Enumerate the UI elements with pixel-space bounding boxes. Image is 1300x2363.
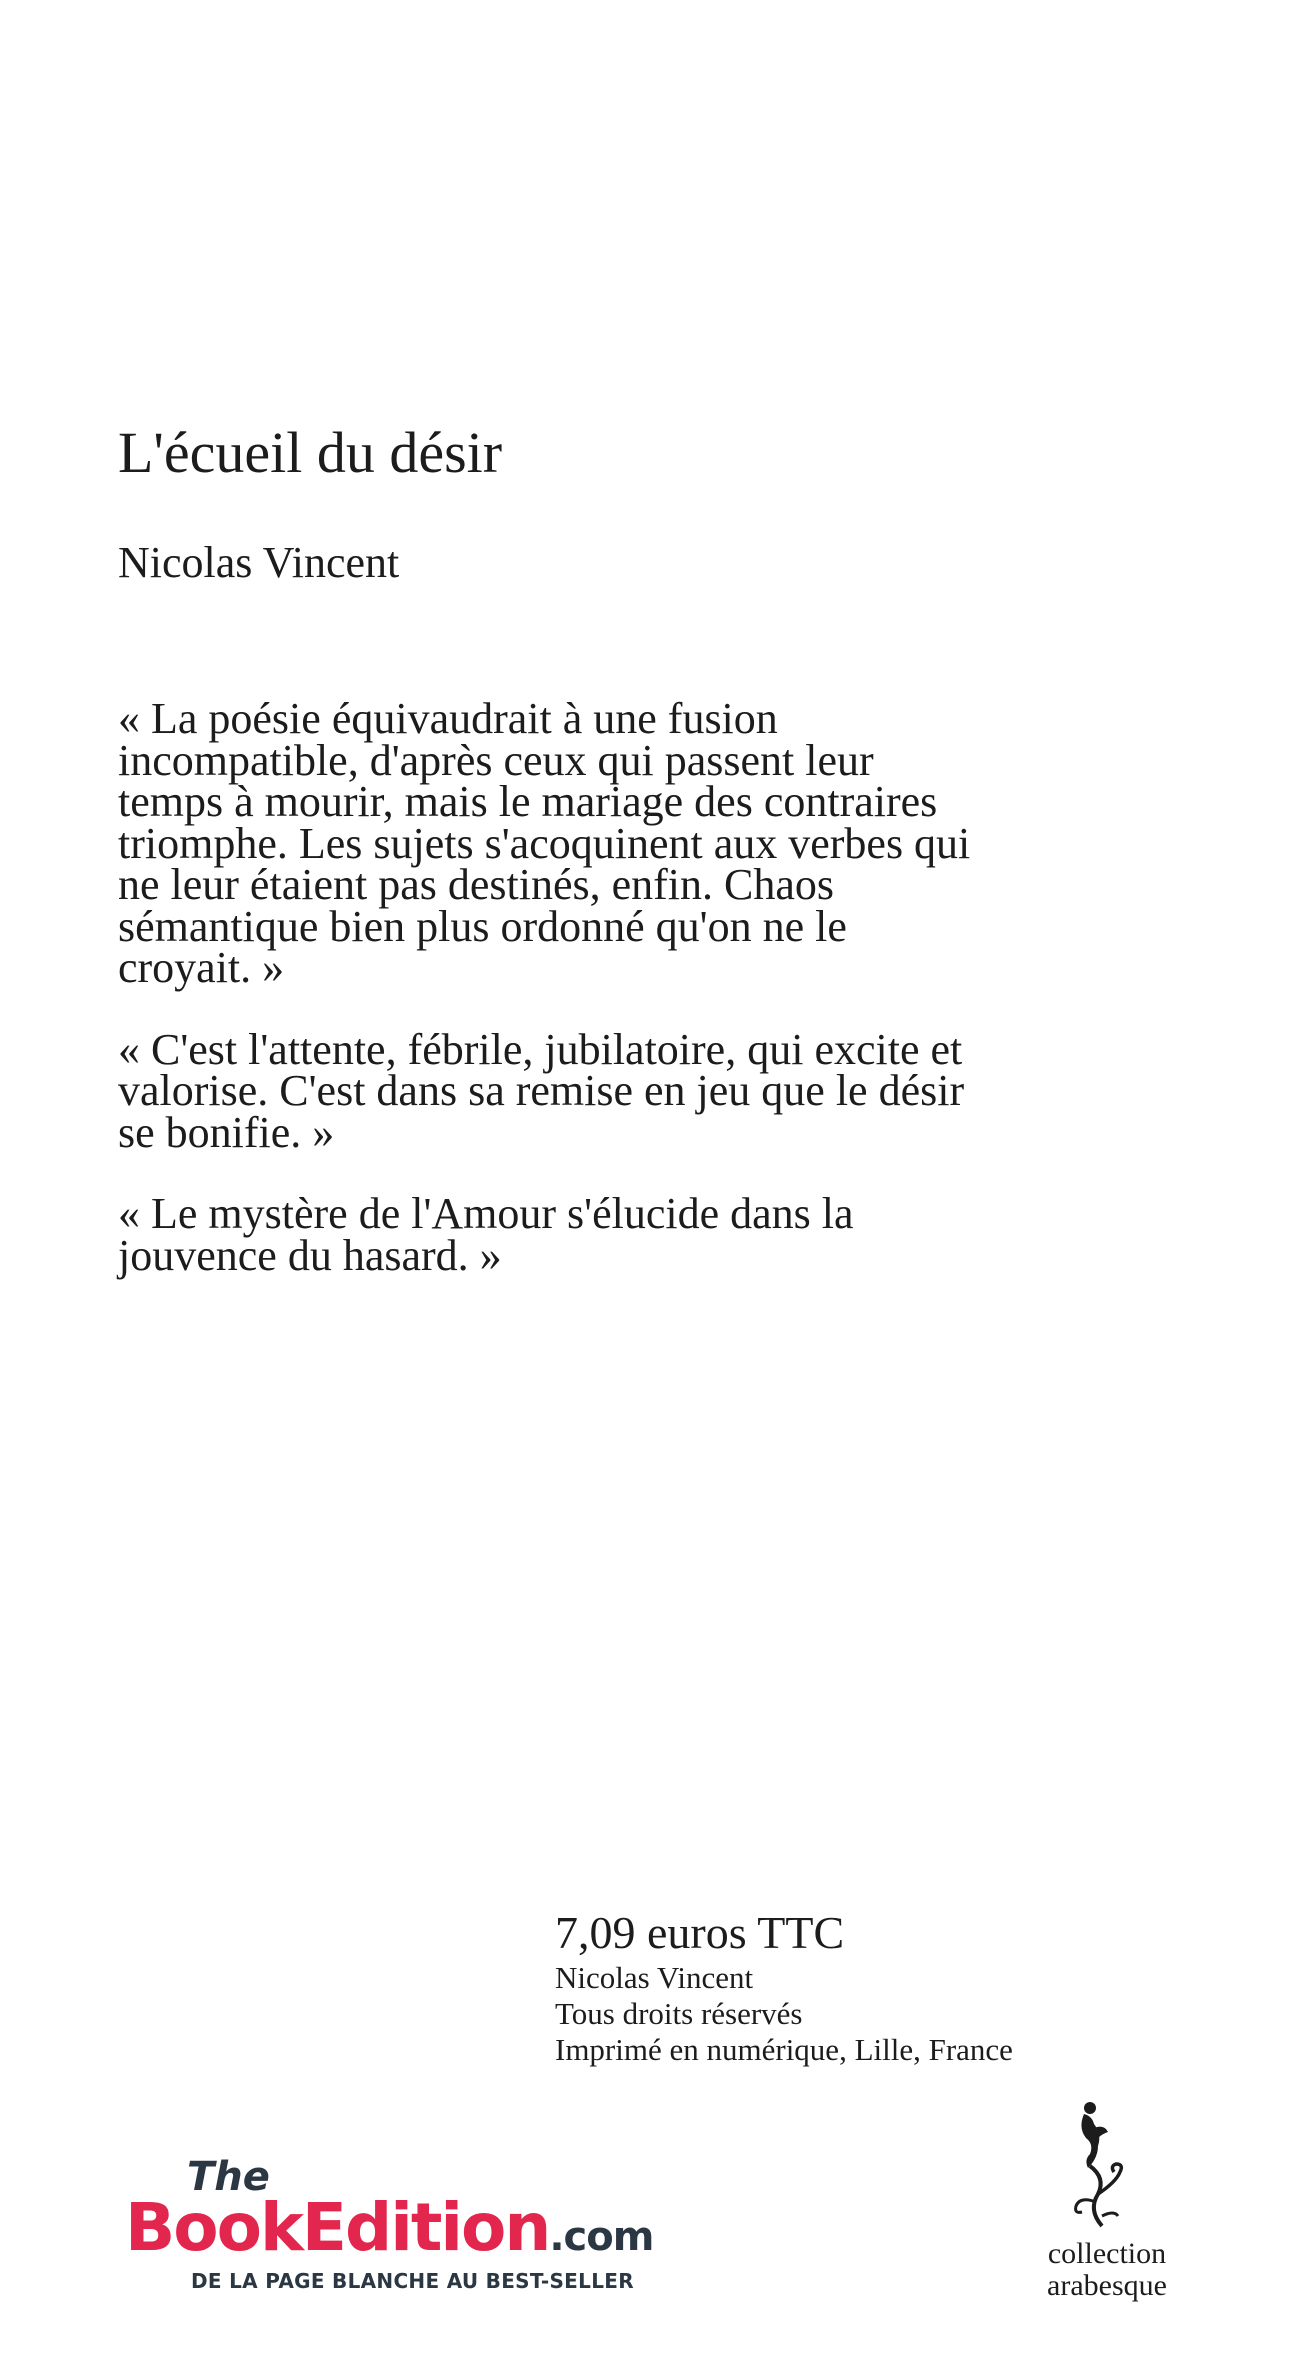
colophon-printing: Imprimé en numérique, Lille, France (555, 2032, 1013, 2067)
collection-line-2: arabesque (1047, 2269, 1167, 2302)
price: 7,09 euros TTC (555, 1907, 845, 1958)
collection-line-1: collection (1047, 2237, 1167, 2270)
collection-mark (1020, 2098, 1200, 2308)
publisher-tagline: DE LA PAGE BLANCHE AU BEST-SELLER (191, 2269, 634, 2293)
quote-3: « Le mystère de l'Amour s'élucide dans la jouvence du hasard. » (118, 1189, 854, 1280)
quote-1: « La poésie équivaudrait à une fusion incompatible, d'après ceux qui passent leur temps à mourir, mais le mariage des contraires triomphe. Les sujets s'acoquinent aux verbes qui ne leur étaient pas destinés, enfin. Chaos sémantique bien plus ordonné qu'on ne le croyait. » (118, 694, 971, 992)
publisher-the: The (187, 2154, 270, 2200)
colophon (555, 1906, 1255, 2068)
colophon-author: Nicolas Vincent (555, 1960, 754, 1995)
publisher-logo (125, 2155, 725, 2305)
quote-2: « C'est l'attente, fébrile, jubilatoire, qui excite et valorise. C'est dans sa remise en jeu que le désir se bonifie. » (118, 1024, 965, 1157)
colophon-rights: Tous droits réservés (555, 1996, 803, 2031)
publisher-domain: .com (549, 2214, 654, 2260)
book-title: L'écueil du désir (118, 420, 503, 485)
quotes-block (118, 694, 978, 1316)
collection-label (1032, 2238, 1182, 2302)
publisher-name: BookEdition (125, 2189, 550, 2266)
book-author: Nicolas Vincent (118, 538, 400, 587)
arabesque-figure-icon (1058, 2098, 1148, 2233)
